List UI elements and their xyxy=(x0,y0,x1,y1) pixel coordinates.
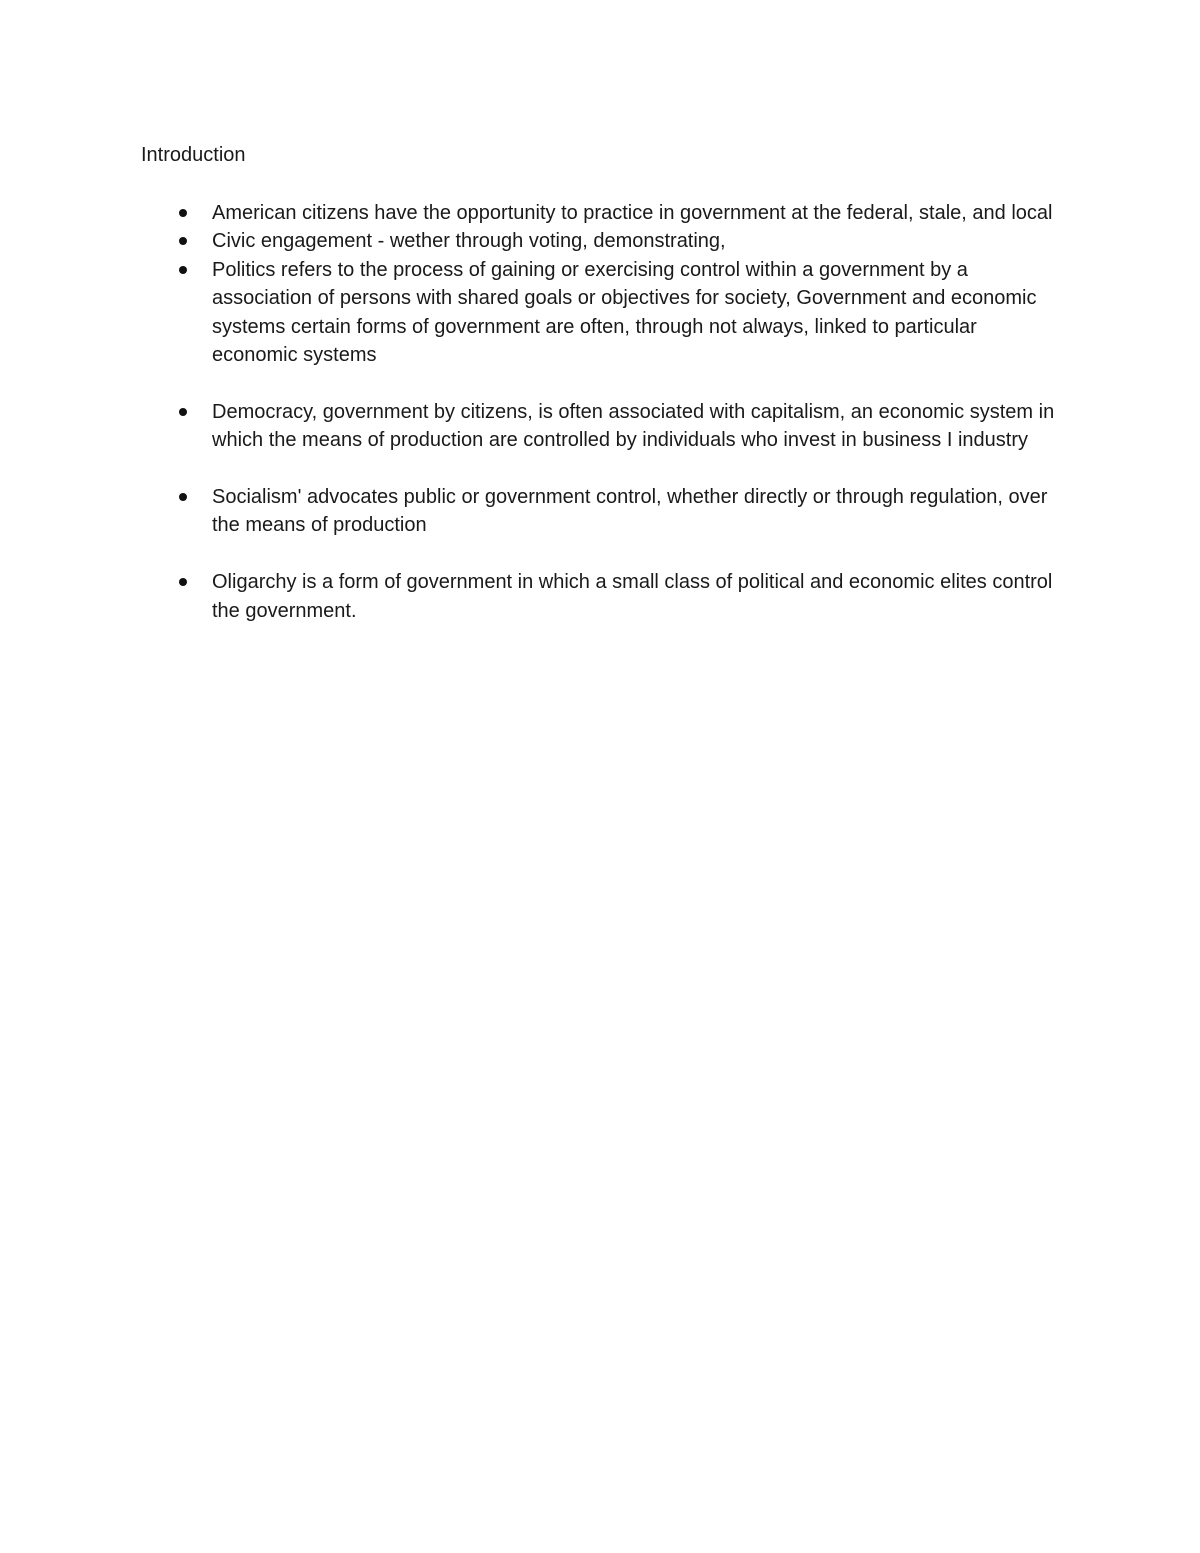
bullet-item-3 xyxy=(0,256,1062,370)
bullet-item-6 xyxy=(0,568,1062,625)
bullet-item-2 xyxy=(0,227,1062,255)
bullet-text: American citizens have the opportunity to practice in government at the federal, stale, and local xyxy=(212,202,1053,224)
bullet-icon xyxy=(179,408,187,416)
bullet-item-1 xyxy=(0,199,1062,227)
section-heading: Introduction xyxy=(141,144,246,166)
bullet-icon xyxy=(179,266,187,274)
bullet-icon xyxy=(179,493,187,501)
bullet-icon xyxy=(179,237,187,245)
bullet-icon xyxy=(179,578,187,586)
bullet-list xyxy=(0,199,1200,625)
bullet-text: Oligarchy is a form of government in which a small class of political and economic elites control the government. xyxy=(212,571,1053,622)
bullet-text: Politics refers to the process of gaining or exercising control within a government by a association of persons with shared goals or objectives for society, Government and economic systems certain forms of government are often, through not always, linked to particular economic systems xyxy=(212,258,1037,367)
bullet-text: Socialism' advocates public or government control, whether directly or through regulation, over the means of production xyxy=(212,486,1048,537)
bullet-text: Civic engagement - wether through voting, demonstrating, xyxy=(212,230,726,253)
bullet-text: Democracy, government by citizens, is often associated with capitalism, an economic system in which the means of production are controlled by individuals who invest in business I industry xyxy=(212,400,1055,452)
bullet-icon xyxy=(179,209,187,217)
bullet-item-4 xyxy=(0,398,1062,455)
bullet-item-5 xyxy=(0,483,1062,540)
